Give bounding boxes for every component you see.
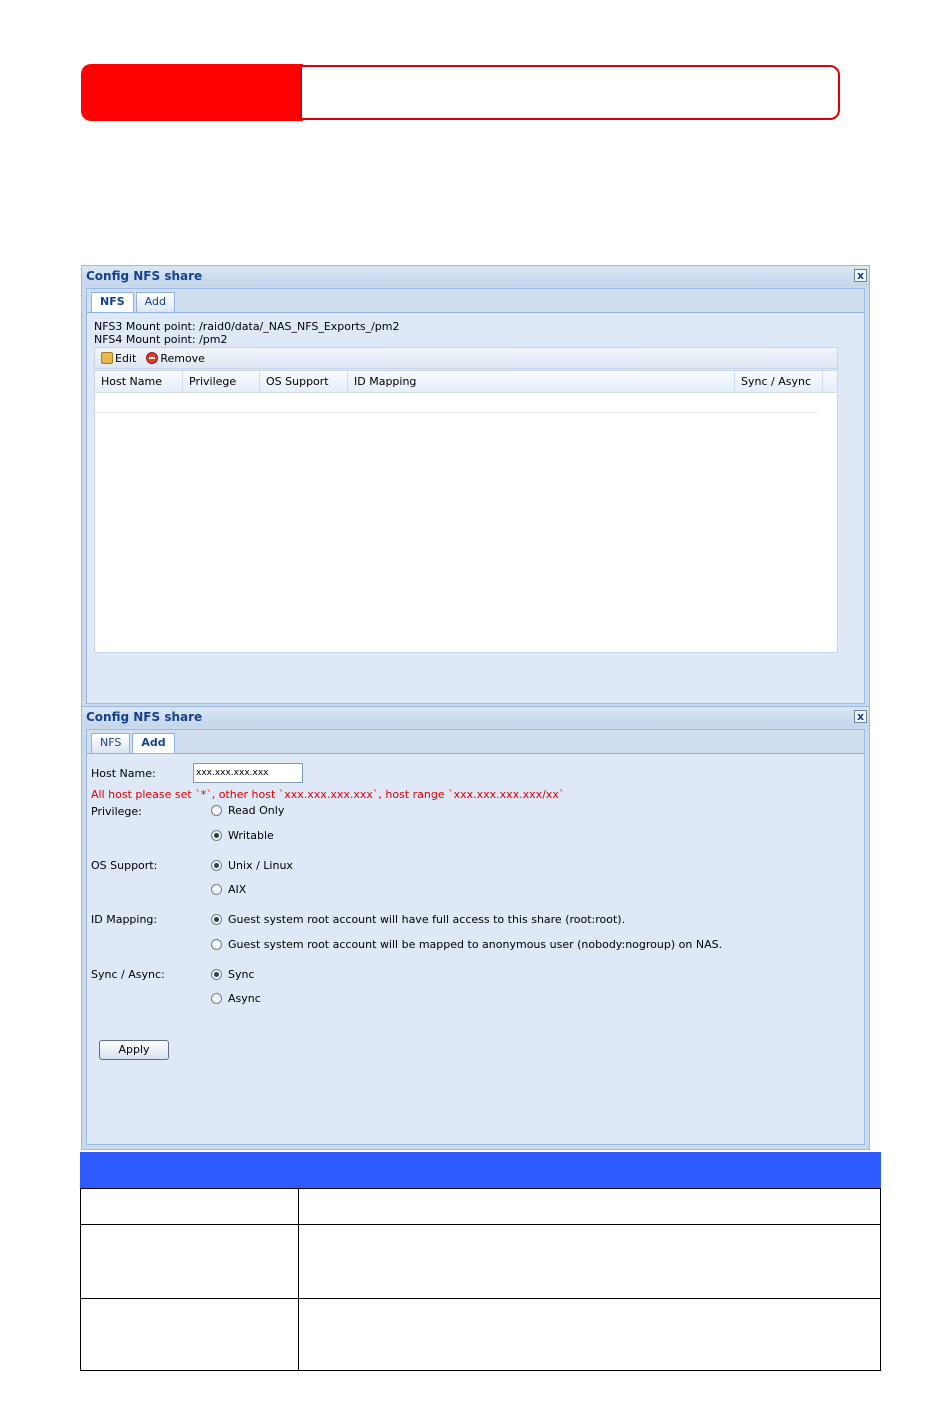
radio-selected-icon[interactable] [211,830,222,841]
privilege-writable-option[interactable] [211,829,274,842]
column-os-support[interactable]: OS Support [260,371,348,392]
option-label: Sync [228,968,255,981]
async-option[interactable] [211,992,261,1005]
column-privilege[interactable]: Privilege [183,371,260,392]
nfs-panel [87,314,864,703]
close-icon[interactable]: x [854,269,867,282]
description-table [80,1188,881,1371]
privilege-label: Privilege: [91,805,142,818]
add-form-panel [87,755,864,1144]
option-label: Read Only [228,804,285,817]
table-row [81,1225,881,1299]
column-host-name[interactable]: Host Name [95,371,183,392]
section-banner-title-box [300,65,840,120]
table-row [81,1189,881,1225]
host-format-hint: All host please set `*`, other host `xxx.xxx.xxx.xxx`, host range `xxx.xxx.xxx.xxx/xx` [91,788,565,801]
close-icon[interactable]: x [854,710,867,723]
radio-icon[interactable] [211,993,222,1004]
edit-button[interactable] [101,352,136,365]
option-label: AIX [228,883,247,896]
window-title-bar [82,266,869,286]
privilege-read-only-option[interactable] [211,804,284,817]
window-title: Config NFS share [86,710,203,724]
window-body [86,729,865,1145]
option-label: Guest system root account will be mapped to anonymous user (nobody:nogroup) on NAS. [228,938,723,951]
config-nfs-window-list [81,265,870,709]
column-id-mapping[interactable]: ID Mapping [348,371,735,392]
os-support-label: OS Support: [91,859,158,872]
remove-icon [146,352,158,364]
edit-icon [101,352,113,364]
config-nfs-window-add [81,706,870,1150]
column-sync-async[interactable]: Sync / Async [735,371,823,392]
edit-label: Edit [115,351,137,365]
table-cell [299,1225,881,1299]
os-aix-option[interactable] [211,883,246,896]
grid-header [95,371,837,393]
tab-add[interactable]: Add [136,292,175,312]
radio-icon[interactable] [211,939,222,950]
radio-icon[interactable] [211,805,222,816]
tab-strip [87,289,864,313]
sync-async-label: Sync / Async: [91,968,165,981]
host-name-label: Host Name: [91,767,156,780]
radio-selected-icon[interactable] [211,969,222,980]
radio-selected-icon[interactable] [211,860,222,871]
remove-label: Remove [160,351,205,365]
tab-add[interactable]: Add [132,733,174,753]
option-label: Guest system root account will have full access to this share (root:root). [228,913,626,926]
window-title: Config NFS share [86,269,203,283]
table-cell [81,1189,299,1225]
table-row [95,393,819,413]
table-cell [81,1299,299,1371]
window-title-bar [82,707,869,727]
sync-option[interactable] [211,968,255,981]
nfs3-mount-point: NFS3 Mount point: /raid0/data/_NAS_NFS_Exports_/pm2 [94,320,400,333]
table-header-bar [80,1152,881,1188]
radio-icon[interactable] [211,884,222,895]
id-mapping-root-option[interactable] [211,913,625,926]
tab-nfs[interactable]: NFS [91,292,134,312]
apply-button[interactable]: Apply [99,1040,169,1060]
remove-button[interactable] [146,352,205,365]
grid-toolbar [94,347,838,369]
os-unix-linux-option[interactable] [211,859,293,872]
table-cell [81,1225,299,1299]
host-name-input[interactable]: xxx.xxx.xxx.xxx [193,763,303,783]
table-cell [299,1189,881,1225]
section-banner-tab [81,64,303,121]
option-label: Unix / Linux [228,859,293,872]
tab-nfs[interactable]: NFS [91,733,130,753]
option-label: Writable [228,829,274,842]
id-mapping-label: ID Mapping: [91,913,158,926]
option-label: Async [228,992,261,1005]
table-row [81,1299,881,1371]
radio-selected-icon[interactable] [211,914,222,925]
id-mapping-anonymous-option[interactable] [211,938,722,951]
window-body [86,288,865,704]
nfs4-mount-point: NFS4 Mount point: /pm2 [94,333,228,346]
table-cell [299,1299,881,1371]
tab-strip [87,730,864,754]
nfs-share-grid [94,370,838,653]
